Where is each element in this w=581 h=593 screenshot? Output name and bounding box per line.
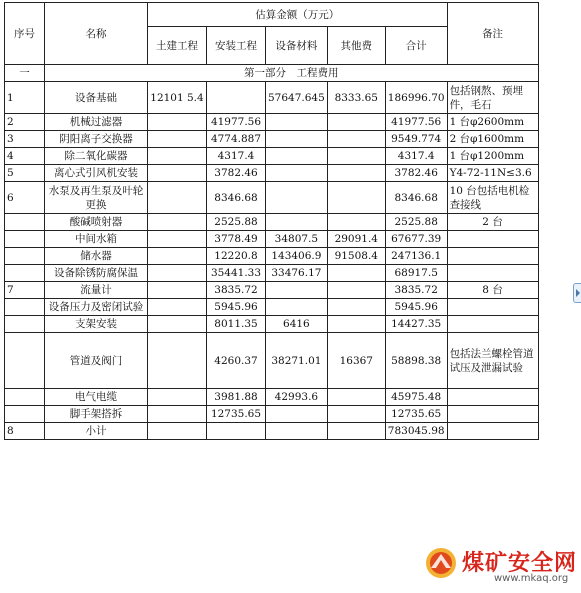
section-title: 第一部分 工程费用 bbox=[45, 65, 539, 82]
cell-seq bbox=[5, 406, 45, 423]
cell-install: 4317.4 bbox=[207, 148, 266, 165]
cell-remark: 1 台φ2600mm bbox=[447, 114, 538, 131]
section-row bbox=[5, 65, 539, 82]
cell-remark bbox=[447, 389, 538, 406]
cell-equipment bbox=[266, 114, 328, 131]
cell-remark bbox=[447, 265, 538, 282]
cell-install: 8011.35 bbox=[207, 316, 266, 333]
table-row bbox=[5, 182, 539, 214]
cell-seq: 5 bbox=[5, 165, 45, 182]
cell-install: 12220.8 bbox=[207, 248, 266, 265]
cell-install: 2525.88 bbox=[207, 214, 266, 231]
cell-civil bbox=[148, 231, 207, 248]
table-row bbox=[5, 316, 539, 333]
cell-other bbox=[327, 423, 385, 440]
cell-install: 4260.37 bbox=[207, 333, 266, 389]
cell-remark: 包括法兰螺栓管道试压及泄漏试验 bbox=[447, 333, 538, 389]
header-seq: 序号 bbox=[5, 3, 45, 65]
cell-name: 脚手架搭拆 bbox=[45, 406, 148, 423]
header-install: 安装工程 bbox=[207, 27, 266, 65]
watermark-url: www.mkaq.org bbox=[494, 573, 569, 584]
cell-equipment: 33476.17 bbox=[266, 265, 328, 282]
cell-other bbox=[327, 265, 385, 282]
side-expand-handle[interactable] bbox=[573, 283, 581, 303]
cell-seq bbox=[5, 265, 45, 282]
cell-name: 支架安装 bbox=[45, 316, 148, 333]
table-row bbox=[5, 82, 539, 114]
cell-other bbox=[327, 406, 385, 423]
cell-seq bbox=[5, 316, 45, 333]
cell-equipment: 38271.01 bbox=[266, 333, 328, 389]
cell-total: 5945.96 bbox=[385, 299, 447, 316]
cell-civil bbox=[148, 316, 207, 333]
cell-install: 12735.65 bbox=[207, 406, 266, 423]
cell-install: 3778.49 bbox=[207, 231, 266, 248]
table-row bbox=[5, 214, 539, 231]
table-row bbox=[5, 389, 539, 406]
cell-total: 8346.68 bbox=[385, 182, 447, 214]
cell-seq: 4 bbox=[5, 148, 45, 165]
cell-equipment bbox=[266, 148, 328, 165]
cell-remark bbox=[447, 316, 538, 333]
cell-equipment: 143406.9 bbox=[266, 248, 328, 265]
cell-civil bbox=[148, 165, 207, 182]
cell-total: 14427.35 bbox=[385, 316, 447, 333]
arrow-right-icon bbox=[576, 289, 580, 297]
cell-install bbox=[207, 82, 266, 114]
cell-remark: 8 台 bbox=[447, 282, 538, 299]
cell-total: 41977.56 bbox=[385, 114, 447, 131]
cell-name: 储水器 bbox=[45, 248, 148, 265]
cell-equipment: 42993.6 bbox=[266, 389, 328, 406]
table-row bbox=[5, 423, 539, 440]
table-row bbox=[5, 248, 539, 265]
cell-seq: 3 bbox=[5, 131, 45, 148]
cell-civil bbox=[148, 389, 207, 406]
cell-other bbox=[327, 299, 385, 316]
header-total: 合计 bbox=[385, 27, 447, 65]
cell-equipment bbox=[266, 299, 328, 316]
cell-install: 41977.56 bbox=[207, 114, 266, 131]
header-other: 其他费 bbox=[327, 27, 385, 65]
cell-remark: Y4-72-11N≤3.6 bbox=[447, 165, 538, 182]
cell-civil bbox=[148, 182, 207, 214]
cell-install: 5945.96 bbox=[207, 299, 266, 316]
cell-other bbox=[327, 316, 385, 333]
cell-equipment: 6416 bbox=[266, 316, 328, 333]
cell-civil bbox=[148, 299, 207, 316]
cell-civil bbox=[148, 131, 207, 148]
cell-total: 58898.38 bbox=[385, 333, 447, 389]
cell-civil bbox=[148, 265, 207, 282]
cell-seq bbox=[5, 299, 45, 316]
table-row bbox=[5, 131, 539, 148]
cell-equipment bbox=[266, 182, 328, 214]
cell-total: 4317.4 bbox=[385, 148, 447, 165]
cell-seq bbox=[5, 214, 45, 231]
cell-seq: 2 bbox=[5, 114, 45, 131]
cell-remark bbox=[447, 406, 538, 423]
cell-remark bbox=[447, 299, 538, 316]
site-watermark bbox=[424, 544, 576, 588]
cell-equipment: 57647.645 bbox=[266, 82, 328, 114]
watermark-title: 煤矿安全网 bbox=[462, 550, 578, 576]
cell-total: 12735.65 bbox=[385, 406, 447, 423]
cell-name: 设备除锈防腐保温 bbox=[45, 265, 148, 282]
cell-name: 电气电缆 bbox=[45, 389, 148, 406]
cell-remark bbox=[447, 248, 538, 265]
cell-remark: 包括钢熬、预埋件，毛石 bbox=[447, 82, 538, 114]
cell-civil bbox=[148, 282, 207, 299]
cell-equipment bbox=[266, 214, 328, 231]
cell-equipment: 34807.5 bbox=[266, 231, 328, 248]
cell-equipment bbox=[266, 282, 328, 299]
cell-name: 机械过滤器 bbox=[45, 114, 148, 131]
cell-name: 离心式引风机安装 bbox=[45, 165, 148, 182]
header-civil: 土建工程 bbox=[148, 27, 207, 65]
cell-total: 783045.98 bbox=[385, 423, 447, 440]
cell-name: 酸碱喷射器 bbox=[45, 214, 148, 231]
cell-remark: 2 台φ1600mm bbox=[447, 131, 538, 148]
cell-total: 186996.70 bbox=[385, 82, 447, 114]
header-estimate-group: 估算金额（万元） bbox=[148, 3, 448, 27]
cell-name: 水泵及再生泵及叶轮更换 bbox=[45, 182, 148, 214]
cell-name: 阴阳离子交换器 bbox=[45, 131, 148, 148]
cell-seq: 6 bbox=[5, 182, 45, 214]
cell-total: 68917.5 bbox=[385, 265, 447, 282]
cell-total: 2525.88 bbox=[385, 214, 447, 231]
cell-other: 29091.4 bbox=[327, 231, 385, 248]
cell-name: 流量计 bbox=[45, 282, 148, 299]
cell-seq: 1 bbox=[5, 82, 45, 114]
cell-civil bbox=[148, 148, 207, 165]
cell-other bbox=[327, 282, 385, 299]
cell-seq bbox=[5, 389, 45, 406]
cell-equipment bbox=[266, 423, 328, 440]
table-row bbox=[5, 165, 539, 182]
cell-seq bbox=[5, 333, 45, 389]
table-row bbox=[5, 299, 539, 316]
cell-install: 3981.88 bbox=[207, 389, 266, 406]
table-row bbox=[5, 406, 539, 423]
cell-name: 管道及阀门 bbox=[45, 333, 148, 389]
cost-estimate-table bbox=[4, 2, 539, 440]
cell-other: 91508.4 bbox=[327, 248, 385, 265]
cell-remark: 2 台 bbox=[447, 214, 538, 231]
cell-civil: 12101 5.4 bbox=[148, 82, 207, 114]
cell-install: 4774.887 bbox=[207, 131, 266, 148]
table-row bbox=[5, 282, 539, 299]
cell-seq: 7 bbox=[5, 282, 45, 299]
cell-equipment bbox=[266, 406, 328, 423]
cell-remark: 10 台包括电机检查接线 bbox=[447, 182, 538, 214]
cell-civil bbox=[148, 214, 207, 231]
cell-remark bbox=[447, 231, 538, 248]
table-row bbox=[5, 333, 539, 389]
header-equipment: 设备材料 bbox=[266, 27, 328, 65]
cell-seq: 8 bbox=[5, 423, 45, 440]
cell-other bbox=[327, 214, 385, 231]
cell-civil bbox=[148, 406, 207, 423]
table-row bbox=[5, 265, 539, 282]
cell-other bbox=[327, 182, 385, 214]
cell-name: 小计 bbox=[45, 423, 148, 440]
cell-total: 45975.48 bbox=[385, 389, 447, 406]
cell-total: 9549.774 bbox=[385, 131, 447, 148]
header-name: 名称 bbox=[45, 3, 148, 65]
cell-other bbox=[327, 148, 385, 165]
cell-install: 3835.72 bbox=[207, 282, 266, 299]
cell-install: 3782.46 bbox=[207, 165, 266, 182]
header-remark: 备注 bbox=[447, 3, 538, 65]
table-row bbox=[5, 114, 539, 131]
cell-other: 16367 bbox=[327, 333, 385, 389]
cell-install: 8346.68 bbox=[207, 182, 266, 214]
table-row bbox=[5, 231, 539, 248]
cell-civil bbox=[148, 248, 207, 265]
cell-other bbox=[327, 165, 385, 182]
cell-name: 设备压力及密闭试验 bbox=[45, 299, 148, 316]
table-row bbox=[5, 148, 539, 165]
cell-equipment bbox=[266, 131, 328, 148]
cell-civil bbox=[148, 333, 207, 389]
cell-civil bbox=[148, 423, 207, 440]
cell-name: 设备基础 bbox=[45, 82, 148, 114]
cell-other bbox=[327, 389, 385, 406]
cell-total: 3835.72 bbox=[385, 282, 447, 299]
cell-install bbox=[207, 423, 266, 440]
cell-remark bbox=[447, 423, 538, 440]
cell-total: 67677.39 bbox=[385, 231, 447, 248]
cell-seq bbox=[5, 248, 45, 265]
cell-total: 3782.46 bbox=[385, 165, 447, 182]
cell-name: 除二氧化碳器 bbox=[45, 148, 148, 165]
cell-seq bbox=[5, 231, 45, 248]
cell-total: 247136.1 bbox=[385, 248, 447, 265]
cell-remark: 1 台φ1200mm bbox=[447, 148, 538, 165]
cell-civil bbox=[148, 114, 207, 131]
cell-equipment bbox=[266, 165, 328, 182]
cell-other: 8333.65 bbox=[327, 82, 385, 114]
cell-install: 35441.33 bbox=[207, 265, 266, 282]
cell-name: 中间水箱 bbox=[45, 231, 148, 248]
cell-other bbox=[327, 131, 385, 148]
watermark-logo bbox=[424, 546, 458, 580]
section-seq: 一 bbox=[5, 65, 45, 82]
cell-other bbox=[327, 114, 385, 131]
